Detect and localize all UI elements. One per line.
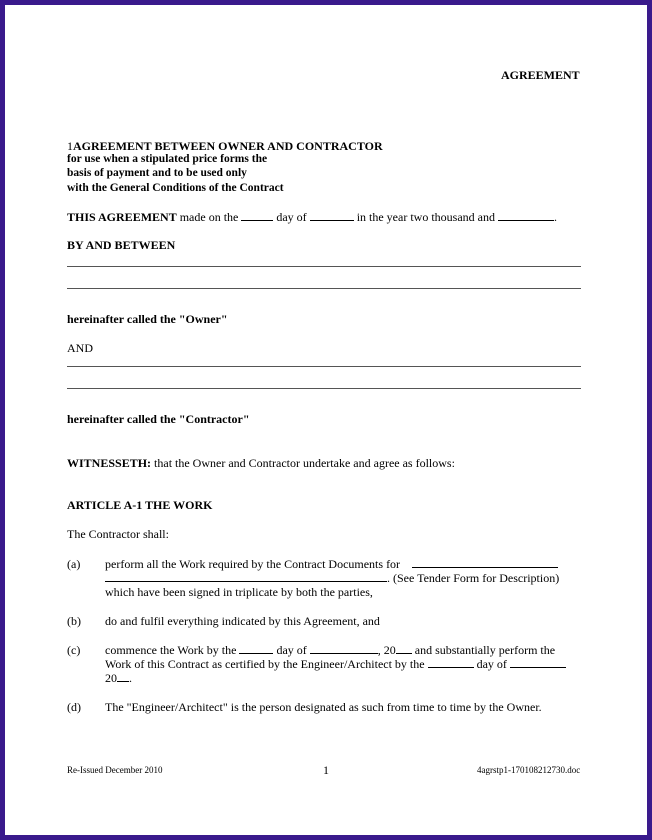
owner-name-line-1[interactable] xyxy=(67,266,581,267)
item-c-text-1c: , 20 xyxy=(377,643,396,657)
heading-subtitle-3: with the General Conditions of the Contract xyxy=(67,182,284,194)
footer-reissued: Re-Issued December 2010 xyxy=(67,765,163,775)
month-blank[interactable] xyxy=(310,210,354,221)
item-c-label: (c) xyxy=(67,643,81,657)
item-b-line-1: do and fulfil everything indicated by this Agreement, and xyxy=(105,614,380,628)
item-a-label: (a) xyxy=(67,557,81,571)
commence-month-blank[interactable] xyxy=(310,643,378,654)
item-c-text-1b: day of xyxy=(273,643,310,657)
item-c-line-3 xyxy=(105,671,132,686)
heading-title: AGREEMENT BETWEEN OWNER AND CONTRACTOR xyxy=(73,139,383,153)
item-c-text-3-end: . xyxy=(129,671,132,685)
agreement-line xyxy=(67,210,557,225)
item-d-label: (d) xyxy=(67,700,81,714)
item-a-line-3: which have been signed in triplicate by both the parties, xyxy=(105,585,373,599)
day-blank[interactable] xyxy=(241,210,273,221)
agreement-end: . xyxy=(554,210,557,224)
document-page xyxy=(5,5,647,835)
contractor-name-line-2[interactable] xyxy=(67,388,581,389)
heading-prefix: 1 xyxy=(67,139,73,153)
agreement-in-year: in the year two thousand and xyxy=(353,210,498,224)
heading-subtitle-2: basis of payment and to be used only xyxy=(67,167,247,179)
year-blank[interactable] xyxy=(498,210,554,221)
item-d-line-1: The "Engineer/Architect" is the person designated as such from time to time by the Owner. xyxy=(105,700,542,714)
item-c-text-2a: Work of this Contract as certified by the Engineer/Architect by the xyxy=(105,657,428,671)
work-description-blank-1[interactable] xyxy=(412,557,558,568)
item-c-text-1d: and substantially perform the xyxy=(411,643,556,657)
witnesseth-text: that the Owner and Contractor undertake and agree as follows: xyxy=(151,456,455,470)
item-c-line-1 xyxy=(105,643,555,658)
item-c-line-2 xyxy=(105,657,566,672)
footer-filename: 4agrstp1-170108212730.doc xyxy=(477,765,581,775)
item-b-label: (b) xyxy=(67,614,81,628)
agreement-day-of: day of xyxy=(273,210,310,224)
page-header-title: AGREEMENT xyxy=(501,68,580,82)
contractor-name-line-1[interactable] xyxy=(67,366,581,367)
article-title: ARTICLE A-1 THE WORK xyxy=(67,498,213,512)
completion-year-blank[interactable] xyxy=(117,671,129,682)
article-intro: The Contractor shall: xyxy=(67,527,169,541)
item-a-line-1 xyxy=(105,557,558,572)
item-c-text-1a: commence the Work by the xyxy=(105,643,240,657)
agreement-lead: THIS AGREEMENT xyxy=(67,210,177,224)
document-heading xyxy=(67,139,383,154)
witnesseth xyxy=(67,456,455,471)
item-a-line-2 xyxy=(105,571,559,586)
item-c-text-2b: day of xyxy=(473,657,510,671)
commence-year-blank[interactable] xyxy=(396,643,412,654)
heading-subtitle-1: for use when a stipulated price forms the xyxy=(67,153,268,165)
completion-month-blank[interactable] xyxy=(510,657,566,668)
commence-day-blank[interactable] xyxy=(239,643,273,654)
owner-name-line-2[interactable] xyxy=(67,288,581,289)
witnesseth-lead: WITNESSETH: xyxy=(67,456,152,470)
by-and-between: BY AND BETWEEN xyxy=(67,238,176,252)
footer-page-number: 1 xyxy=(323,763,329,777)
item-c-text-3: 20 xyxy=(105,671,117,685)
work-description-blank-2[interactable] xyxy=(105,571,387,582)
item-a-text-1: perform all the Work required by the Contract Documents for xyxy=(105,557,401,571)
agreement-made-on: made on the xyxy=(176,210,242,224)
and-label: AND xyxy=(67,341,93,355)
owner-called: hereinafter called the "Owner" xyxy=(67,312,228,326)
contractor-called: hereinafter called the "Contractor" xyxy=(67,412,250,426)
item-a-text-2: . (See Tender Form for Description) xyxy=(387,571,560,585)
completion-day-blank[interactable] xyxy=(428,657,474,668)
